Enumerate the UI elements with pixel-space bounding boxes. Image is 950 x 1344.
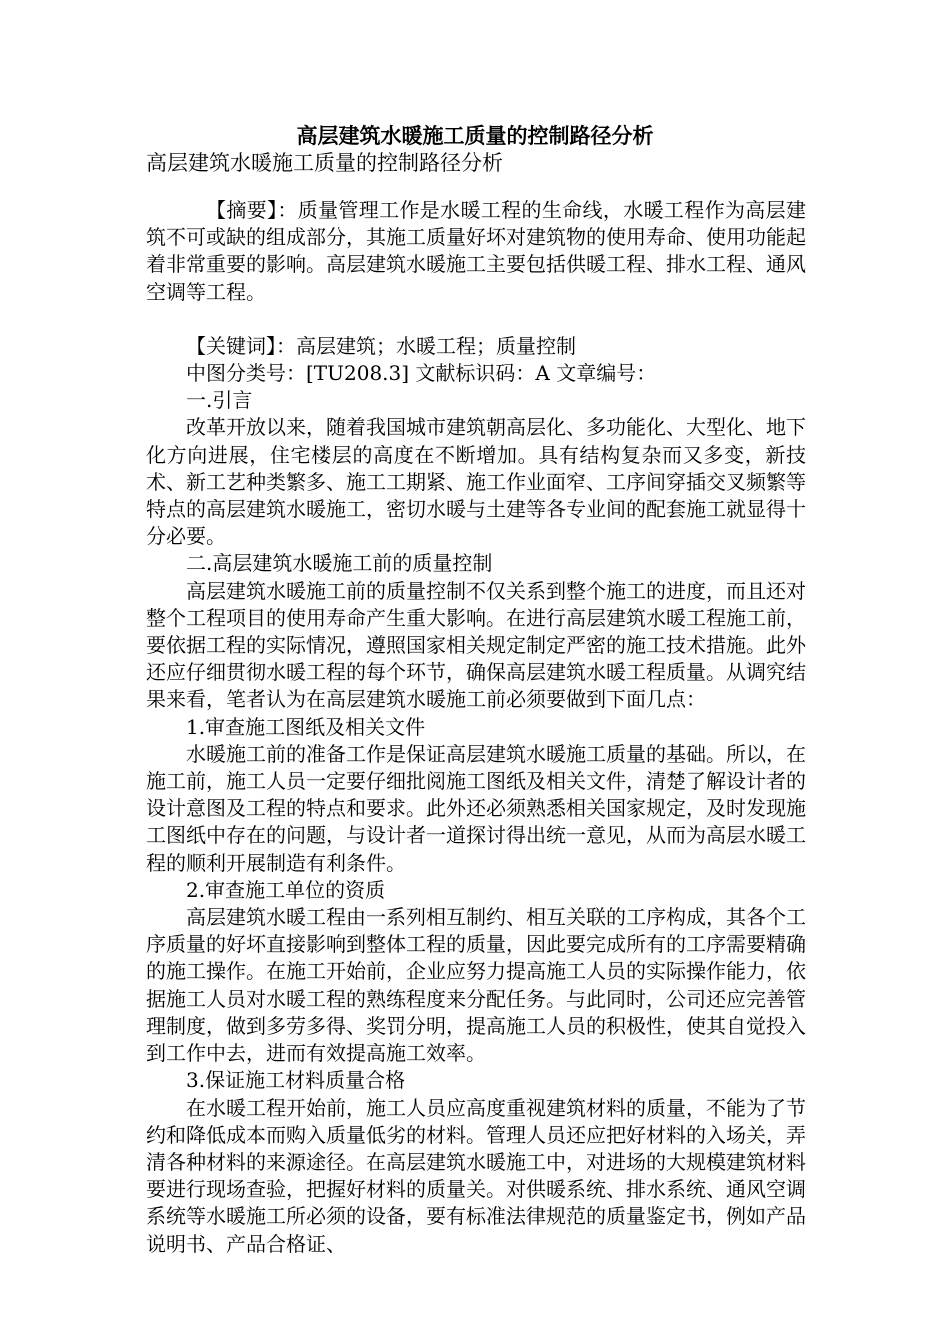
abstract-paragraph: 【摘要】：质量管理工作是水暖工程的生命线，水暖工程作为高层建筑不可或缺的组成部分，其施工质量好坏对建筑物的使用寿命、使用功能起着非常重要的影响。高层建筑水暖施工主要包括供暖工程、排水工程、通风空调等工程。	[146, 198, 806, 304]
section-heading-preconstruction: 二.高层建筑水暖施工前的质量控制	[186, 551, 493, 576]
document-subtitle: 高层建筑水暖施工质量的控制路径分析	[146, 151, 503, 175]
materials-paragraph: 在水暖工程开始前，施工人员应高度重视建筑材料的质量，不能为了节约和降低成本而购入质量低劣的材料。管理人员还应把好材料的入场关，弄清各种材料的来源途径。在高层建筑水暖施工中，对进场的大规模建筑材料要进行现场查验，把握好材料的质量关。对供暖系统、排水系统、通风空调系统等水暖施工所必须的设备，要有标准法律规范的质量鉴定书，例如产品说明书、产品合格证、	[146, 1095, 806, 1256]
item-heading-materials: 3.保证施工材料质量合格	[186, 1068, 406, 1093]
item-heading-qualification: 2.审查施工单位的资质	[186, 877, 386, 902]
qualification-paragraph: 高层建筑水暖工程由一系列相互制约、相互关联的工序构成，其各个工序质量的好坏直接影响到整体工程的质量，因此要完成所有的工序需要精确的施工操作。在施工开始前，企业应努力提高施工人员的实际操作能力，依据施工人员对水暖工程的熟练程度来分配任务。与此同时，公司还应完善管理制度，做到多劳多得、奖罚分明，提高施工人员的积极性，使其自觉投入到工作中去，进而有效提高施工效率。	[146, 905, 806, 1066]
paragraph-gap	[146, 306, 806, 333]
classification-line: 中图分类号：[TU208.3] 文献标识码：A 文章编号：	[186, 361, 657, 386]
item-heading-drawings: 1.审查施工图纸及相关文件	[186, 714, 426, 739]
keywords-line: 【关键词】：高层建筑；水暖工程；质量控制	[186, 333, 576, 358]
introduction-paragraph: 改革开放以来，随着我国城市建筑朝高层化、多功能化、大型化、地下化方向进展，住宅楼层的高度在不断增加。具有结构复杂而又多变，新技术、新工艺种类繁多、施工工期紧、施工作业面窄、工序间穿插交叉频繁等特点的高层建筑水暖施工，密切水暖与土建等各专业间的配套施工就显得十分必要。	[146, 415, 806, 549]
document-title: 高层建筑水暖施工质量的控制路径分析	[296, 124, 654, 148]
document-body	[146, 197, 806, 1258]
drawings-paragraph: 水暖施工前的准备工作是保证高层建筑水暖施工质量的基础。所以，在施工前，施工人员一定要仔细批阅施工图纸及相关文件，清楚了解设计者的设计意图及工程的特点和要求。此外还必须熟悉相关国家规定，及时发现施工图纸中存在的问题，与设计者一道探讨得出统一意见，从而为高层水暖工程的顺利开展制造有利条件。	[146, 741, 806, 875]
section-heading-introduction: 一.引言	[186, 388, 253, 413]
preconstruction-paragraph: 高层建筑水暖施工前的质量控制不仅关系到整个施工的进度，而且还对整个工程项目的使用寿命产生重大影响。在进行高层建筑水暖工程施工前，要依据工程的实际情况，遵照国家相关规定制定严密的施工技术措施。此外还应仔细贯彻水暖工程的每个环节，确保高层建筑水暖工程质量。从调究结果来看，笔者认为在高层建筑水暖施工前必须要做到下面几点：	[146, 578, 806, 712]
